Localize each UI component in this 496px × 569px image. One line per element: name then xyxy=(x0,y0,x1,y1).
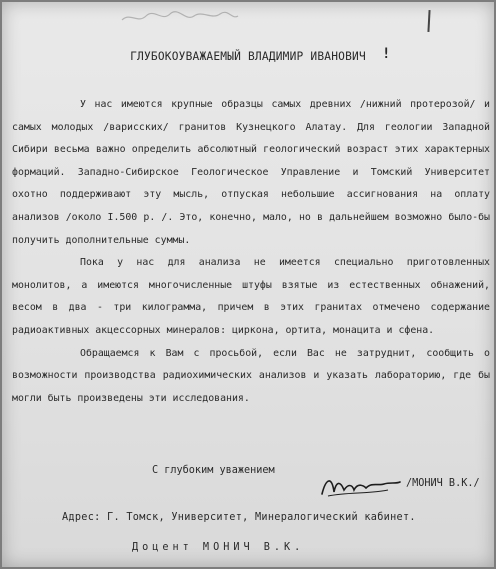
address-line: Адрес: Г. Томск, Университет, Минералогический кабинет. xyxy=(62,512,416,523)
docent-line: Доцент МОНИЧ В.К. xyxy=(132,542,305,553)
handwritten-signature xyxy=(318,472,402,500)
header-scrawl xyxy=(120,8,240,26)
closing-line: С глубоким уважением xyxy=(152,465,275,476)
paragraph-1: У нас имеются крупные образцы самых древних /нижний протерозой/ и самых молодых /варисских/ гранитов Кузнецкого Алатау. Для геологии Западной Сибири весьма важно определить абсолютный геологический возраст этих характерных формаций. Западно-Сибирское Геологическое Управление и Томский Университет охотно поддерживают эту мысль, отпуская небольшие ассигнования на оплату анализов /около I.500 р. /. Это, конечно, мало, но в дальнейшем возможно было-бы получить дополнительные суммы. xyxy=(12,99,490,246)
margin-mark xyxy=(427,10,430,32)
paragraph-2: Пока у нас для анализа не имеется специально приготовленных монолитов, а имеются многочисленные штуфы взятые из естественных обнажений, весом в два - три килограмма, причем в этих гранитах отмечено содержание радиоактивных акцессорных минералов: циркона, ортита, монацита и сфена. xyxy=(12,257,490,336)
letter-page xyxy=(2,2,494,567)
letter-body xyxy=(12,94,490,410)
paragraph-3: Обращаемся к Вам с просьбой, если Вас не затруднит, сообщить о возможности производства радиохимических анализов и указать лабораторию, где бы могли быть произведены эти исследования. xyxy=(12,347,490,404)
signer-name: /МОНИЧ В.К./ xyxy=(406,478,480,489)
salutation-exclamation: ! xyxy=(382,46,391,62)
letter-salutation: ГЛУБОКОУВАЖАЕМЫЙ ВЛАДИМИР ИВАНОВИЧ xyxy=(130,50,366,63)
